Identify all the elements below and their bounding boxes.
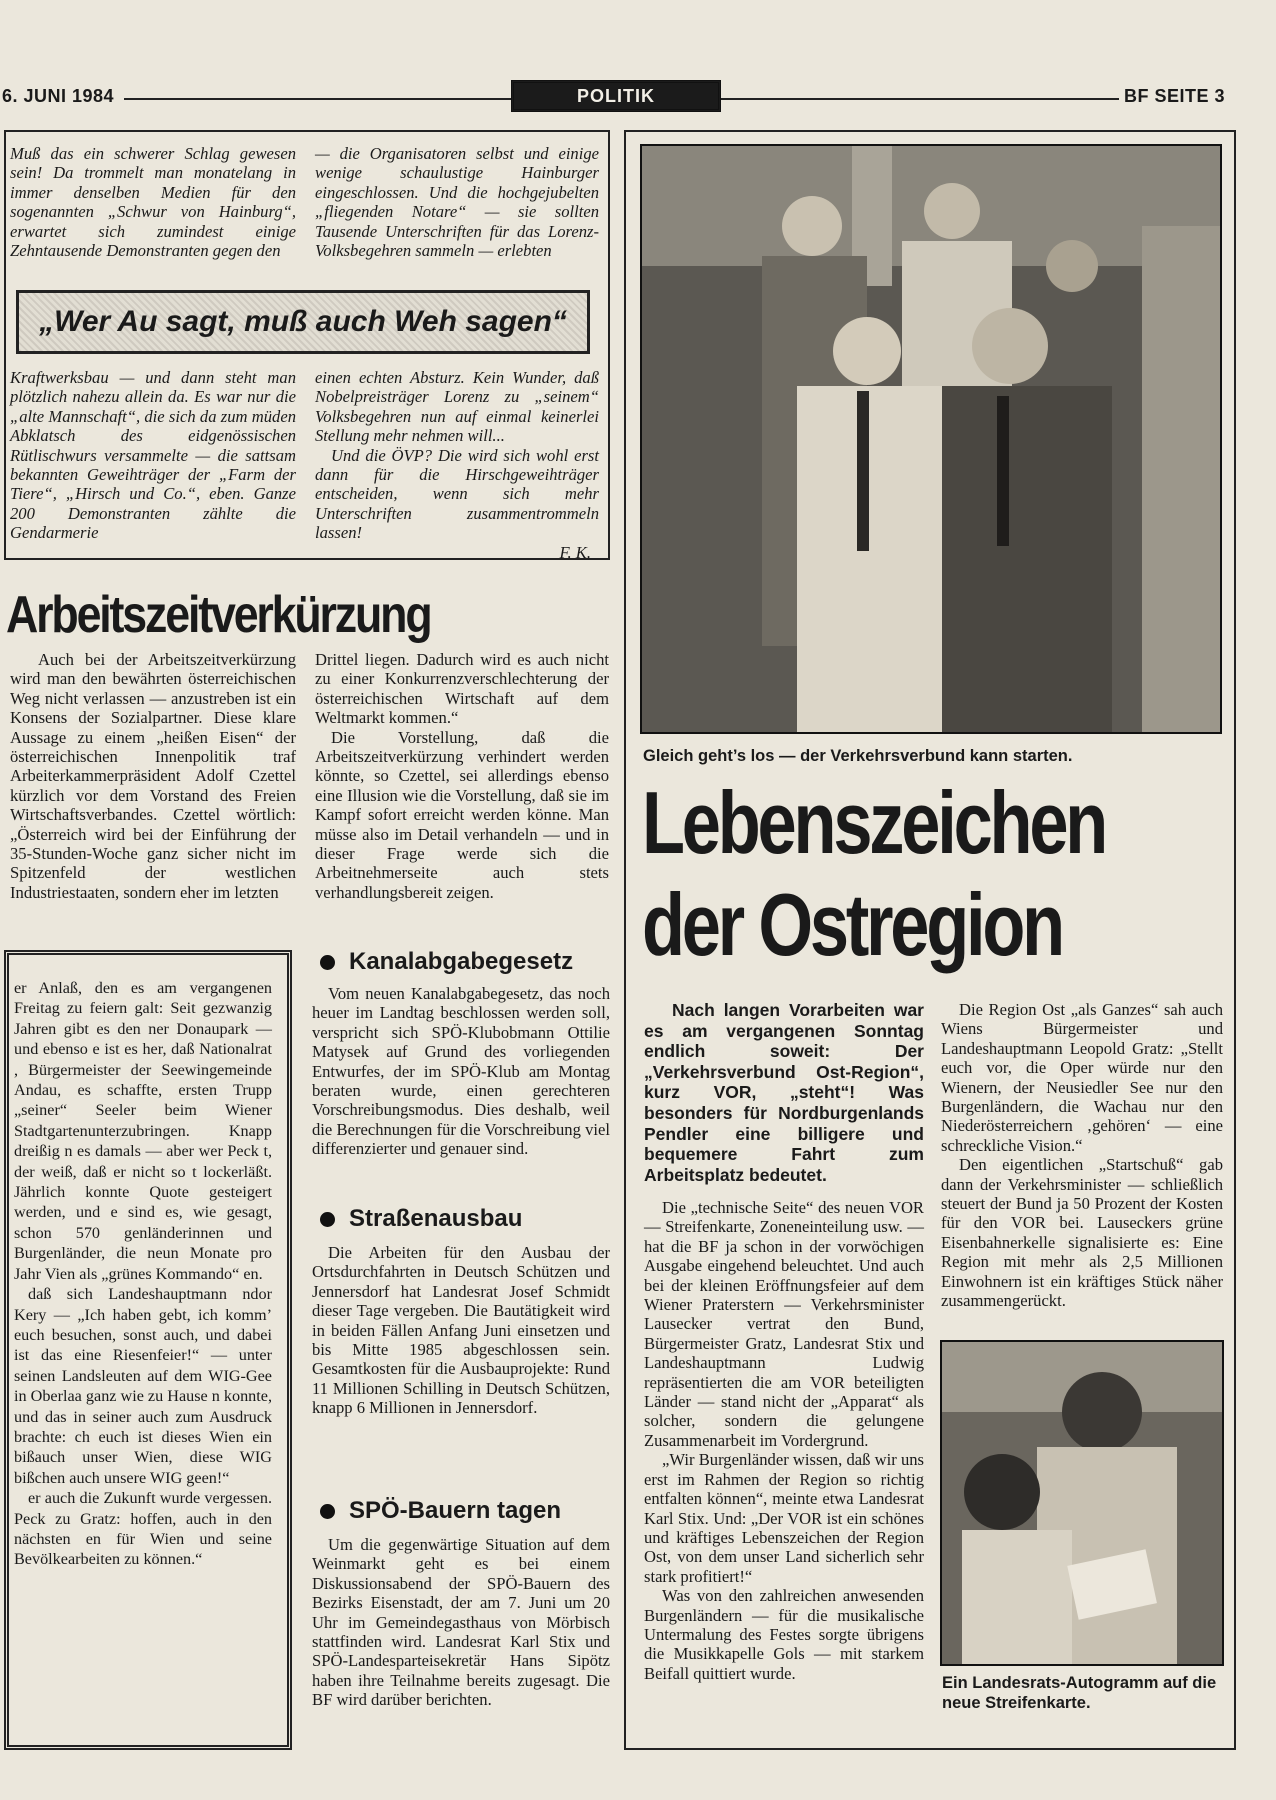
kanal-headline-text: Kanalabgabegesetz	[349, 948, 574, 975]
bauern-headline	[320, 1497, 561, 1525]
officials-group-photo	[640, 144, 1222, 734]
strassen-headline	[320, 1205, 522, 1233]
bullet-icon	[320, 955, 335, 970]
officials-photo-caption: Gleich geht’s los — der Verkehrsverbund kann starten.	[643, 747, 1073, 765]
ostregion-col2-p1: Die Region Ost „als Ganzes“ sah auch Wiens Bürgermeister und Landeshauptmann Leopold Gratz: „Stellt euch vor, die Oper würde nur den Wienern, der Neusiedler See nur den Burgenländern, die Wachau nur den Niederösterreichern ‚gehören‘ — eine schreckliche Vision.“	[941, 1000, 1223, 1155]
officials-photo-illustration	[642, 146, 1222, 734]
ostregion-col1	[644, 1198, 924, 1683]
bauern-text: Um die gegenwärtige Situation auf dem Weinmarkt geht es bei einem Diskussionsabend der SPÖ-Bauern des Bezirks Eisenstadt, der am 7. Juni um 20 Uhr im Gemeindegasthaus von Mörbisch stattfinden wird. Landesrat Karl Stix und SPÖ-Landesparteisekretär Hans Sipötz haben ihre Teilnahme bereits zugesagt. Die BF wird darüber berichten.	[312, 1535, 610, 1710]
ostregion-col1-p3: Was von den zahlreichen anwesenden Burgenländern — für die musikalische Untermalung des Festes sorgte übrigens die Musikkapelle Gols — mit starkem Beifall quittiert wurde.	[644, 1586, 924, 1683]
commentary-top-right: — die Organisatoren selbst und einige wenige schaulustige Hainburger eingeschlossen. Und die hochgejubelten „fliegenden Notare“ — sie sollten Tausende Unterschriften für das Lorenz-Volksbegehren sammeln — erlebten	[315, 144, 599, 261]
arbeitszeit-col2	[315, 650, 609, 902]
arbeitszeit-col2-p2: Die Vorstellung, daß die Arbeitszeitverkürzung verhindert werden könnte, so Czettel, sei allerdings ebenso eine Illusion wie die Vorstellung, daß sie im Kampf sofort erreicht werden könne. Man müsse also im Detail verhandeln — und in dieser Frage werde sich die Arbeitnehmerseite auch stets verhandlungsbereit zeigen.	[315, 727, 609, 902]
bullet-icon	[320, 1212, 335, 1227]
commentary-bottom-right-p1: einen echten Absturz. Kein Wunder, daß Nobelpreisträger Lorenz zu „seinem“ Volksbegehren nun auf einmal keinerlei Stellung mehr nehmen will...	[315, 368, 599, 446]
autograph-photo	[940, 1340, 1224, 1666]
wig-p1: er Anlaß, den es am vergangenen Freitag zu feiern galt: Seit gezwanzig Jahren gibt es den ner Donaupark — und ebenso e ist es her, daß Nationalrat , Bürgermeister der Seewingemeinde Andau, es schaffte, ersten Trupp „seiner“ Seeler beim Wiener Stadtgartenunterzubringen. Knapp dreißig n es damals — aber wer Peck t, der weiß, daß er nicht so t lockerläßt. Jährlich konnte Quote gesteigert werden, und e sind es, wie gesagt, schon 570 genländerinnen und Burgenländer, die neun Monate pro Jahr Vien als „grünes Kommando“ en.	[14, 979, 272, 1283]
ostregion-col2	[941, 1000, 1223, 1311]
wig-text	[14, 978, 272, 1570]
wig-p3: er auch die Zukunft wurde vergessen. Peck zu Gratz: hoffen, auch in den nächsten en für Wien und seine Bevölkearbeiten zu können.“	[14, 1489, 272, 1569]
bauern-headline-text: SPÖ-Bauern tagen	[349, 1497, 562, 1524]
commentary-top-left: Muß das ein schwerer Schlag gewesen sein! Da trommelt man monatelang in immer denselben Medien für den sogenannten „Schwur von Hainburg“, erwartet sich zumindest einige Zehntausende Demonstranten gegen den	[10, 144, 296, 261]
commentary-bottom-right	[315, 368, 599, 562]
commentary-headline: „Wer Au sagt, muß auch Weh sagen“	[39, 305, 567, 338]
ostregion-lead: Nach langen Vorarbeiten war es am vergangenen Sonntag endlich soweit: Der „Verkehrsverbund Ost-Region“, kurz VOR, „steht“! Was besonders für Nordburgenlands Pendler eine billigere und bequemere Fahrt zum Arbeitsplatz bedeutet.	[644, 1000, 924, 1185]
section-label: POLITIK	[577, 85, 655, 106]
ostregion-headline-line2: der Ostregion	[642, 875, 1062, 974]
commentary-bottom-right-p2: Und die ÖVP? Die wird sich wohl erst dann für die Hirschgeweihträger entscheiden, wenn sich mehr Unterschriften zusammentrommeln lassen!	[315, 445, 599, 543]
kanal-text: Vom neuen Kanalabgabegesetz, das noch heuer im Landtag beschlossen werden soll, verspricht sich SPÖ-Klubobmann Ottilie Matysek auf Grund des vorliegenden Entwurfes, der im SPÖ-Klub am Montag beraten wurde, einen gerechteren Vorschreibungsmodus. Dies deshalb, weil die Berechnungen für die Vorschreibung viel differenzierter und genauer sind.	[312, 984, 610, 1159]
section-label-box	[511, 80, 721, 112]
arbeitszeit-col1: Auch bei der Arbeitszeitverkürzung wird man den bewährten österreichischen Weg nicht verlassen — anzustreben ist ein Konsens der Sozialpartner. Diese klare Aussage zu einem „heißen Eisen“ der österreichischen Innenpolitik traf Arbeiterkammerpräsident Adolf Czettel kürzlich vor dem Vorstand des Freien Wirtschaftsverbandes. Czettel wörtlich: „Österreich wird bei der Einführung der 35-Stunden-Woche ganz sicher nicht im Spitzenfeld der westlichen Industriestaaten, sondern eher im letzten	[10, 650, 296, 902]
autograph-photo-caption: Ein Landesrats-Autogramm auf die neue Streifenkarte.	[942, 1674, 1217, 1712]
header-rule-left	[124, 98, 511, 100]
arbeitszeit-col2-p1: Drittel liegen. Dadurch wird es auch nicht zu einer Konkurrenzverschlechterung der österreichischen Wirtschaft auf dem Weltmarkt kommen.“	[315, 650, 609, 728]
strassen-text: Die Arbeiten für den Ausbau der Ortsdurchfahrten in Deutsch Schützen und Jennersdorf hat Landesrat Josef Schmidt dieser Tage vergeben. Die Bautätigkeit wird in beiden Fällen Anfang Juni einsetzen und bis Mitte 1985 abgeschlossen sein. Gesamtkosten für die Ausbauprojekte: Rund 11 Millionen Schilling in Deutsch Schützen, knapp 6 Millionen in Jennersdorf.	[312, 1243, 610, 1418]
ostregion-col2-p2: Den eigentlichen „Startschuß“ gab dann der Verkehrsminister — schließlich steuert der Bund ja 50 Prozent der Kosten für den VOR bei. Lauseckers grüne Eisenbahnerkelle signalisierte es: Eine Region mit mehr als 2,5 Millionen Einwohnern ist ein kräftiges Stück näher zusammengerückt.	[941, 1155, 1223, 1311]
page-number: BF SEITE 3	[1124, 86, 1226, 106]
strassen-headline-text: Straßenausbau	[349, 1205, 523, 1232]
issue-date: 6. JUNI 1984	[2, 86, 115, 106]
commentary-headline-box	[16, 290, 590, 354]
commentary-signature: F. K.	[559, 542, 591, 562]
kanal-headline	[320, 948, 573, 976]
autograph-photo-illustration	[942, 1342, 1224, 1666]
wig-p2: daß sich Landeshauptmann ndor Kery — „Ich haben gebt, ich komm’ euch besuchen, sonst auch, und dabei ist das eine Riesenfeier!“ — unter seinen Landsleuten auf dem WIG-Gee in Oberlaa ganz wie zu Hause n konnte, und das in seiner auch zum Ausdruck brachte: ch euch ist dieses Wien ein bißauch unser Wien, diese WIG bißchen auch unsere WIG geen!“	[14, 1285, 273, 1487]
ostregion-col1-p1: Die „technische Seite“ des neuen VOR — Streifenkarte, Zoneneinteilung usw. — hat die BF ja schon in der vorwöchigen Ausgabe eingehend beleuchtet. Und auch bei der kleinen Eröffnungsfeier auf dem Wiener Praterstern — Verkehrsminister Lausecker vertrat den Bund, Bürgermeister Gratz, Landesrat Stix und Landeshauptmann Ludwig repräsentierten die am VOR beteiligten Länder — stand nicht der „Apparat“ als solcher, sondern die gelungene Zusammenarbeit im Vordergrund.	[644, 1198, 924, 1450]
header-rule-right	[721, 98, 1119, 100]
ostregion-headline-line1: Lebenszeichen	[642, 773, 1106, 872]
commentary-bottom-left: Kraftwerksbau — und dann steht man plötzlich nahezu allein da. Es war nur die „alte Mannschaft“, die sich da zum müden Abklatsch des eidgenössischen Rütlischwurs versammelte — die sattsam bekannten Geweihträger der „Farm der Tiere“, „Hirsch und Co.“, eben. Ganze 200 Demonstranten zählte die Gendarmerie	[10, 368, 296, 543]
bullet-icon	[320, 1504, 335, 1519]
arbeitszeit-headline: Arbeitszeitverkürzung	[6, 586, 431, 644]
ostregion-col1-p2: „Wir Burgenländer wissen, daß wir uns erst im Rahmen der Region so richtig entfalten können“, meinte etwa Landesrat Karl Stix. Und: „Der VOR ist ein schönes und kräftiges Lebenszeichen der Region Ost, von dem unser Land sicherlich sehr stark profitiert!“	[644, 1450, 924, 1586]
